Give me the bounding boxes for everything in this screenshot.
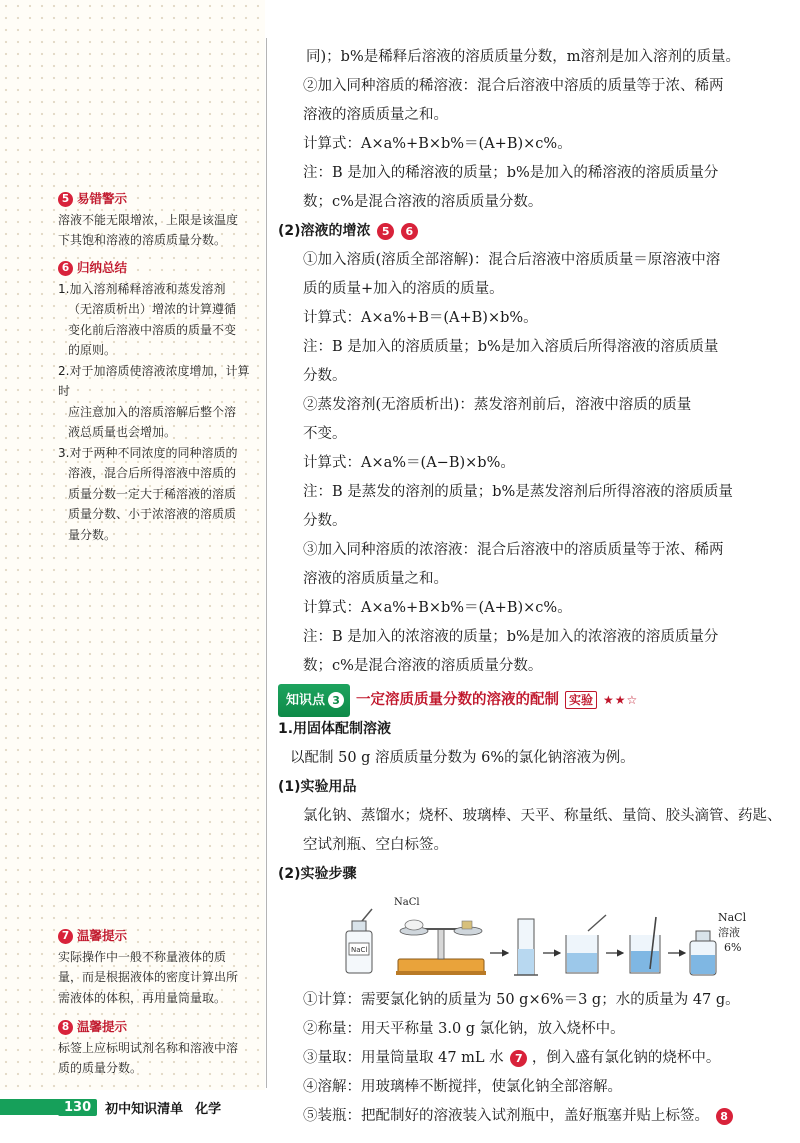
text-line: 溶液的溶质质量之和。 (303, 107, 448, 123)
book-title: 初中知识清单 (105, 1101, 184, 1117)
note-8-heading (58, 1017, 258, 1038)
note-line: 液总质量也会增加。 (68, 425, 177, 439)
text-line: 注：B 是加入的溶质质量；b%是加入溶质后所得溶液的溶质质量 (303, 339, 719, 355)
text-line: 分数。 (303, 368, 347, 384)
kp-tag-text: 知识点 (286, 692, 326, 708)
summary-item-1 (58, 279, 258, 361)
knowledge-point-header (278, 687, 773, 713)
note-ref-badge: 6 (401, 223, 418, 240)
note-number-badge: 8 (58, 1020, 73, 1035)
main-content (278, 0, 782, 1131)
note-body (58, 210, 258, 251)
note-line: 溶液不能无限增浓，上限是该温度 (58, 212, 239, 227)
difficulty-stars: ★★☆ (603, 692, 639, 707)
text-line: 质的质量+加入的溶质的质量。 (303, 281, 504, 297)
page-number: 130 (58, 1099, 97, 1116)
note-5 (58, 189, 258, 251)
formula-line: 计算式：A×a%+B×b%＝(A+B)×c%。 (303, 600, 572, 616)
note-title: 归纳总结 (77, 260, 128, 275)
note-ref-badge: 5 (377, 223, 394, 240)
step-line (278, 1102, 773, 1131)
step-line: ④溶解：用玻璃棒不断搅拌，使氯化钠全部溶解。 (303, 1079, 622, 1095)
note-title: 温馨提示 (77, 1019, 128, 1034)
note-body (58, 279, 258, 546)
text-line: 同)；b%是稀释后溶液的溶质质量分数，m溶剂是加入溶剂的质量。 (306, 49, 740, 65)
note-number-badge: 5 (58, 192, 73, 207)
footer-accent-bar (0, 1099, 62, 1115)
page-footer (0, 1096, 320, 1118)
text-line: 数；c%是混合溶液的溶质质量分数。 (303, 194, 543, 210)
step-line: ②称量：用天平称量 3.0 g 氯化钠，放入烧杯中。 (303, 1021, 625, 1037)
summary-item-3 (58, 443, 258, 546)
section-heading: 1.用固体配制溶液 (278, 721, 392, 737)
note-line: 下其饱和溶液的溶质质量分数。 (58, 233, 227, 247)
bottle-label: NaCl (351, 946, 368, 954)
note-6 (58, 258, 258, 545)
text-line: 分数。 (303, 513, 347, 529)
experiment-tag: 实验 (565, 691, 597, 709)
reagent-bottle-icon (346, 909, 372, 973)
note-6-heading (58, 258, 258, 279)
balance-label: NaCl (394, 897, 420, 908)
text-line: 注：B 是蒸发的溶剂的质量；b%是蒸发溶剂后所得溶液的溶质质量 (303, 484, 733, 500)
subsection-heading: (1)实验用品 (278, 779, 357, 795)
bottle-label-percent: 6% (724, 941, 742, 954)
note-line: 变化前后溶液中溶质的质量不变 (68, 322, 237, 337)
note-line: 溶液，混合后所得溶液中溶质的 (68, 466, 237, 480)
text-line: ②加入同种溶质的稀溶液：混合后溶液中溶质的质量等于浓、稀两 (303, 78, 724, 94)
note-line: 量，而是根据液体的密度计算出所 (58, 970, 239, 984)
note-body (58, 1038, 258, 1079)
note-5-heading (58, 189, 258, 210)
note-number-badge: 7 (58, 929, 73, 944)
note-ref-badge: 7 (510, 1050, 527, 1067)
formula-line: 计算式：A×a%＝(A−B)×b%。 (303, 455, 515, 471)
text-line: 空试剂瓶、空白标签。 (303, 837, 448, 853)
text-line: 氯化钠、蒸馏水；烧杯、玻璃棒、天平、称量纸、量筒、胶头滴管、药匙、 (303, 808, 782, 824)
step-text: ③量取：用量筒量取 47 mL 水 (303, 1050, 504, 1066)
formula-line: 计算式：A×a%+B＝(A+B)×b%。 (303, 310, 538, 326)
note-line: 质量分数一定大于稀溶液的溶质 (68, 486, 237, 501)
step-line: ①计算：需要氯化钠的质量为 50 g×6%＝3 g；水的质量为 47 g。 (303, 992, 740, 1008)
text-line: 溶液的溶质质量之和。 (303, 571, 448, 587)
summary-item-2 (58, 361, 258, 443)
note-line: 实际操作中一般不称量液体的质 (58, 949, 227, 964)
book-subject: 化学 (195, 1101, 222, 1117)
text-line: 注：B 是加入的浓溶液的质量；b%是加入的浓溶液的溶质质量分 (303, 629, 719, 645)
column-divider (266, 38, 267, 1088)
subsection-heading: (2)实验步骤 (278, 866, 357, 882)
note-line: 3.对于两种不同浓度的同种溶质的 (58, 445, 238, 460)
balance-scale-icon (394, 897, 486, 975)
note-line: 的原则。 (68, 343, 117, 357)
kp-title: 一定溶质质量分数的溶液的配制 (356, 691, 560, 708)
text-line: ②蒸发溶剂(无溶质析出)：蒸发溶剂前后，溶液中溶质的质量 (303, 397, 692, 413)
subsection-title: (2)溶液的增浓 (278, 223, 371, 239)
text-line: ①加入溶质(溶质全部溶解)：混合后溶液中溶质质量＝原溶液中溶 (303, 252, 721, 268)
note-line: 应注意加入的溶质溶解后整个溶 (68, 404, 237, 419)
knowledge-point-tag (278, 684, 350, 717)
note-line: 质量分数、小于浓溶液的溶质质 (68, 507, 237, 521)
subsection-heading (278, 217, 773, 246)
text-line: 数；c%是混合溶液的溶质质量分数。 (303, 658, 543, 674)
bottle-label-solution: 溶液 (718, 926, 740, 939)
text-line: ③加入同种溶质的浓溶液：混合后溶液中的溶质质量等于浓、稀两 (303, 542, 724, 558)
note-body (58, 947, 258, 1009)
note-7-heading (58, 926, 258, 947)
step-text: ，倒入盛有氯化钠的烧杯中。 (531, 1050, 721, 1066)
note-8 (58, 1017, 258, 1079)
note-7 (58, 926, 258, 1008)
note-line: 质的质量分数。 (58, 1061, 143, 1075)
beaker-stirring-icon (630, 917, 660, 973)
note-line: 2.对于加溶质使溶液浓度增加，计算时 (58, 363, 250, 398)
text-line: 注：B 是加入的稀溶液的质量；b%是加入的稀溶液的溶质质量分 (303, 165, 719, 181)
beaker-icon (566, 915, 606, 973)
bottle-label-name: NaCl (718, 911, 747, 924)
note-line: 标签上应标明试剂名称和溶液中溶 (58, 1040, 239, 1055)
note-title: 易错警示 (77, 191, 128, 206)
formula-line: 计算式：A×a%+B×b%＝(A+B)×c%。 (303, 136, 572, 152)
text-line: 不变。 (303, 426, 347, 442)
experiment-illustration (338, 891, 778, 986)
step-text: ⑤装瓶：把配制好的溶液装入试剂瓶中，盖好瓶塞并贴上标签。 (303, 1108, 709, 1124)
step-line (278, 1044, 773, 1073)
note-line: （无溶质析出）增浓的计算遵循 (68, 302, 237, 316)
note-title: 温馨提示 (77, 928, 128, 943)
note-number-badge: 6 (58, 261, 73, 276)
note-ref-badge: 8 (716, 1108, 733, 1125)
labelled-bottle-icon (690, 911, 747, 975)
note-line: 1.加入溶剂稀释溶液和蒸发溶剂 (58, 281, 226, 296)
experiment-steps-figure (278, 891, 773, 986)
graduated-cylinder-icon (514, 919, 538, 975)
kp-number: 3 (328, 692, 344, 708)
note-line: 需液体的体积，再用量筒量取。 (58, 990, 227, 1005)
text-line: 以配制 50 g 溶质质量分数为 6%的氯化钠溶液为例。 (290, 750, 635, 766)
note-line: 量分数。 (68, 527, 117, 542)
